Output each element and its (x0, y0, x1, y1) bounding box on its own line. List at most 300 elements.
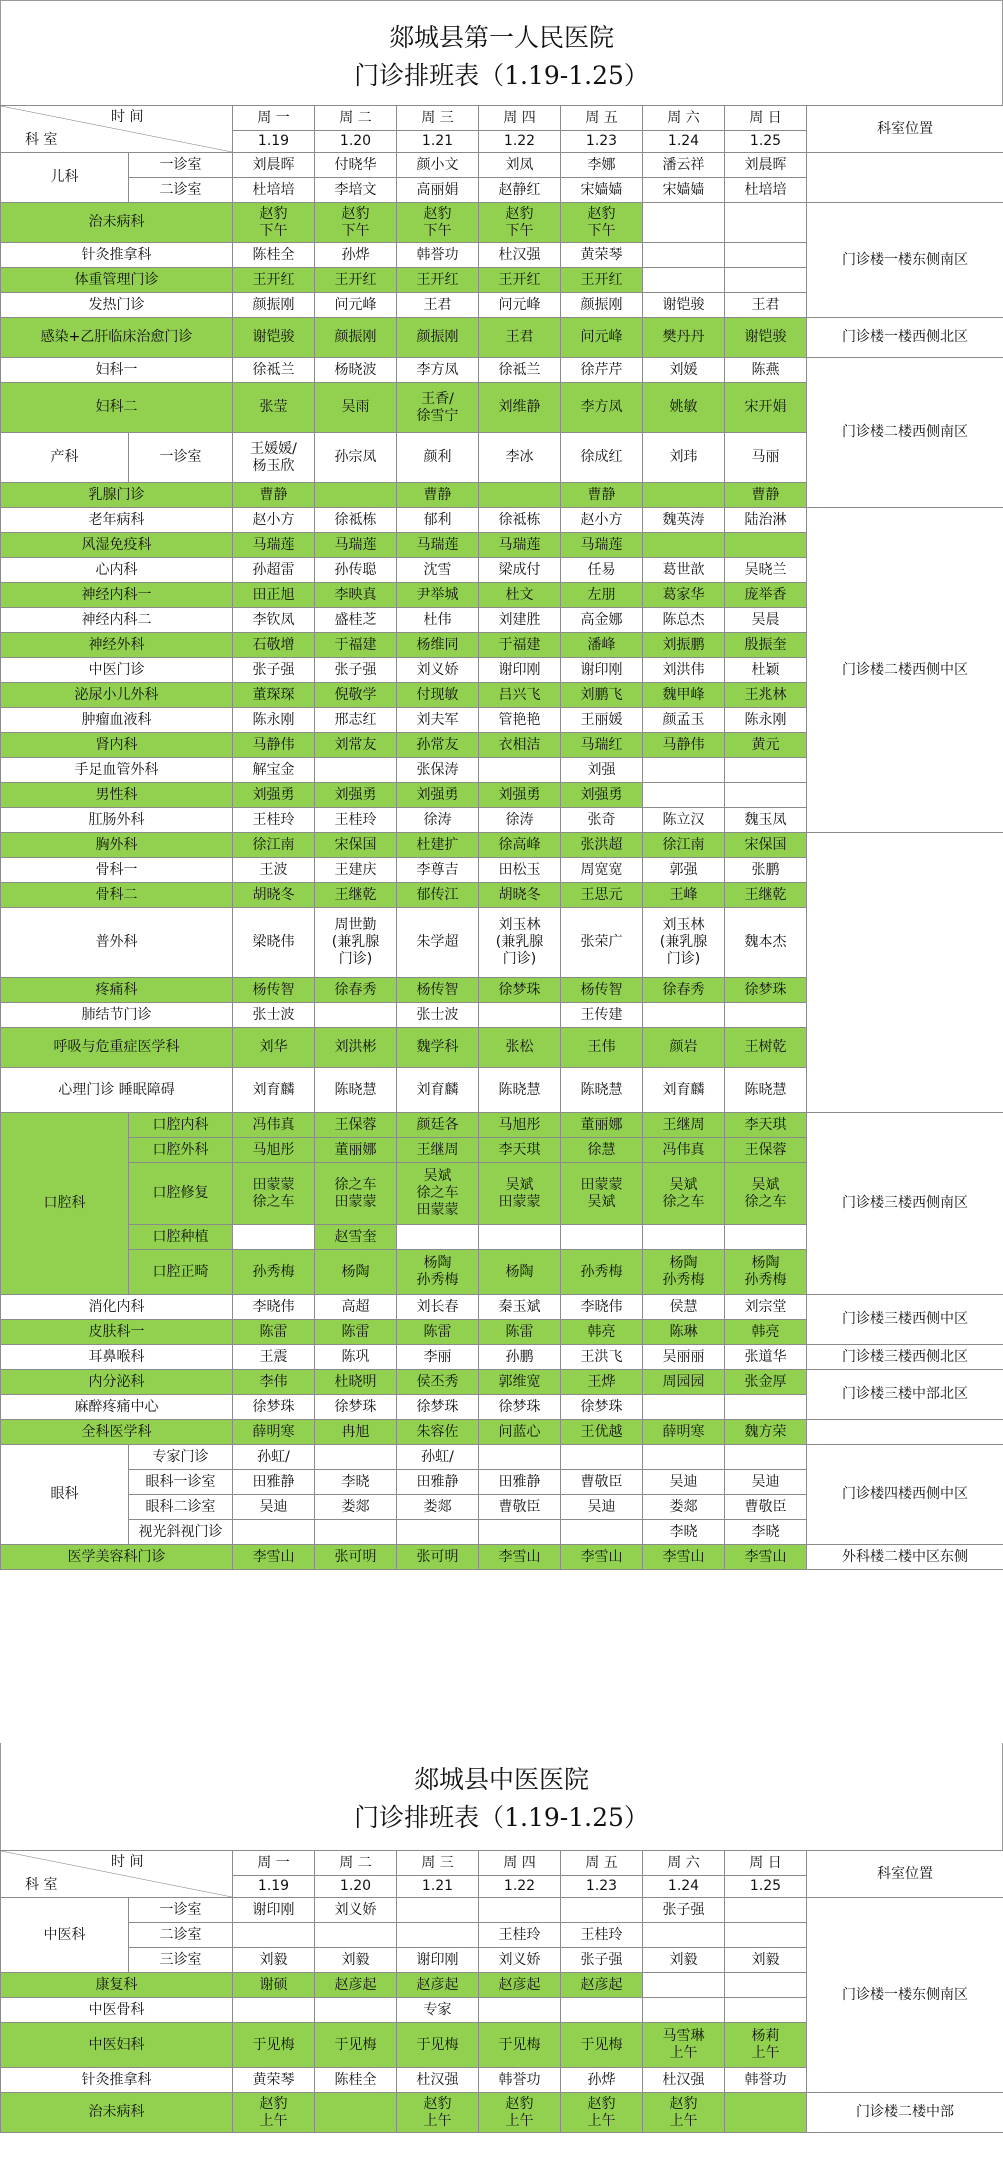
doctor-cell: 宋保国 (725, 833, 807, 858)
doctor-cell: 付晓华 (315, 153, 397, 178)
doctor-cell: 陈桂全 (315, 2068, 397, 2093)
cell-line: 吴斌 (669, 1176, 698, 1193)
cell-line: 赵豹 (505, 2095, 534, 2112)
doctor-cell: 颜孟玉 (643, 708, 725, 733)
doctor-cell: 李伟 (233, 1370, 315, 1395)
dept-name: 妇科一 (1, 358, 233, 383)
dept-name: 针灸推拿科 (1, 243, 233, 268)
doctor-cell: 徐春秀 (643, 978, 725, 1003)
doctor-cell: 杜汉强 (643, 2068, 725, 2093)
doctor-cell (233, 1163, 315, 1225)
doctor-cell: 王开红 (397, 268, 479, 293)
doctor-cell: 衣相洁 (479, 733, 561, 758)
doctor-cell: 于福建 (315, 633, 397, 658)
doctor-cell: 张可明 (397, 1545, 479, 1570)
doctor-cell: 潘峰 (561, 633, 643, 658)
header-date: 1.25 (725, 131, 807, 153)
header-row-days (1, 1851, 1003, 1876)
doctor-cell: 郭维宽 (479, 1370, 561, 1395)
doctor-cell: 李方凤 (561, 383, 643, 433)
doctor-cell (725, 1898, 807, 1923)
doctor-cell: 刘媛 (643, 358, 725, 383)
doctor-cell: 问元峰 (479, 293, 561, 318)
dept-name: 眼科 (1, 1445, 129, 1545)
doctor-cell (479, 1003, 561, 1028)
schedule-row (1, 883, 1003, 908)
doctor-cell: 颜振刚 (315, 318, 397, 358)
doctor-cell (479, 1225, 561, 1250)
doctor-cell (397, 1898, 479, 1923)
cell-line: 田蒙蒙 (580, 1176, 623, 1193)
doctor-cell: 赵静红 (479, 178, 561, 203)
doctor-cell: 王树乾 (725, 1028, 807, 1068)
dept-name: 肾内科 (1, 733, 233, 758)
doctor-cell (315, 2093, 397, 2133)
doctor-cell (725, 1973, 807, 1998)
cell-line: 赵豹 (587, 205, 616, 222)
doctor-cell: 王桂玲 (561, 1923, 643, 1948)
doctor-cell: 张洪超 (561, 833, 643, 858)
doctor-cell: 陈雷 (397, 1320, 479, 1345)
hospital1-title-block (0, 0, 1003, 105)
dept-name: 神经内科一 (1, 583, 233, 608)
dept-name: 中医骨科 (1, 1998, 233, 2023)
header-location: 科室位置 (807, 106, 1003, 153)
doctor-cell (643, 1973, 725, 1998)
doctor-cell (725, 783, 807, 808)
doctor-cell: 谢铠骏 (233, 318, 315, 358)
doctor-cell: 李晓 (725, 1520, 807, 1545)
doctor-cell (397, 1923, 479, 1948)
doctor-cell: 陈燕 (725, 358, 807, 383)
dept-name: 针灸推拿科 (1, 2068, 233, 2093)
sub-clinic: 二诊室 (129, 178, 233, 203)
doctor-cell: 赵彦起 (397, 1973, 479, 1998)
doctor-cell: 于见梅 (479, 2023, 561, 2068)
cell-line: 门诊) (338, 951, 373, 967)
doctor-cell: 周园园 (643, 1370, 725, 1395)
doctor-cell (643, 243, 725, 268)
doctor-cell: 孙宗凤 (315, 433, 397, 483)
location-cell: 门诊楼一楼东侧南区 (807, 1898, 1003, 2093)
schedule-row (1, 1420, 1003, 1445)
doctor-cell (725, 1923, 807, 1948)
header-location: 科室位置 (807, 1851, 1003, 1898)
doctor-cell: 李晓伟 (233, 1295, 315, 1320)
doctor-cell: 李晓伟 (561, 1295, 643, 1320)
doctor-cell: 谢印刚 (479, 658, 561, 683)
sub-clinic: 口腔外科 (129, 1138, 233, 1163)
doctor-cell: 田雅静 (233, 1470, 315, 1495)
doctor-cell: 马静伟 (233, 733, 315, 758)
doctor-cell (479, 203, 561, 243)
doctor-cell: 薛明寒 (643, 1420, 725, 1445)
header-date: 1.20 (315, 1876, 397, 1898)
doctor-cell: 王桂玲 (233, 808, 315, 833)
doctor-cell: 徐梦珠 (315, 1395, 397, 1420)
doctor-cell: 解宝金 (233, 758, 315, 783)
cell-line: 杨莉 (751, 2028, 780, 2044)
doctor-cell (479, 483, 561, 508)
doctor-cell (725, 2023, 807, 2068)
doctor-cell (561, 2093, 643, 2133)
cell-line: 下午 (423, 222, 452, 239)
doctor-cell: 颜廷各 (397, 1113, 479, 1138)
doctor-cell: 王伟 (561, 1028, 643, 1068)
doctor-cell: 王开红 (479, 268, 561, 293)
cell-line: 徐之车 (744, 1193, 787, 1210)
doctor-cell: 朱容佐 (397, 1420, 479, 1445)
doctor-cell: 李方凤 (397, 358, 479, 383)
dept-name: 胸外科 (1, 833, 233, 858)
doctor-cell: 王继周 (643, 1113, 725, 1138)
cell-line: 赵豹 (423, 2095, 452, 2112)
doctor-cell: 王波 (233, 858, 315, 883)
doctor-cell: 李雪山 (725, 1545, 807, 1570)
schedule-row (1, 1898, 1003, 1923)
doctor-cell (561, 1998, 643, 2023)
cell-line: 吴斌 (751, 1176, 780, 1193)
doctor-cell (643, 1225, 725, 1250)
doctor-cell: 徐祗栋 (315, 508, 397, 533)
header-date: 1.19 (233, 131, 315, 153)
doctor-cell: 马静伟 (643, 733, 725, 758)
doctor-cell: 邢志红 (315, 708, 397, 733)
doctor-cell: 吴迪 (561, 1495, 643, 1520)
doctor-cell: 陈雷 (233, 1320, 315, 1345)
doctor-cell (561, 1520, 643, 1545)
doctor-cell: 田松玉 (479, 858, 561, 883)
cell-line: 田蒙蒙 (416, 1202, 459, 1218)
header-day: 周 四 (479, 106, 561, 131)
doctor-cell: 葛家华 (643, 583, 725, 608)
doctor-cell: 王开红 (233, 268, 315, 293)
doctor-cell: 宋嫱嫱 (561, 178, 643, 203)
doctor-cell: 梁晓伟 (233, 908, 315, 978)
doctor-cell: 高超 (315, 1295, 397, 1320)
schedule-row (1, 178, 1003, 203)
schedule-row (1, 978, 1003, 1003)
doctor-cell: 王继乾 (725, 883, 807, 908)
cell-line: 王媛媛/ (250, 440, 297, 457)
doctor-cell: 胡晓冬 (233, 883, 315, 908)
doctor-cell: 吴丽丽 (643, 1345, 725, 1370)
header-date: 1.22 (479, 131, 561, 153)
dept-name: 口腔科 (1, 1113, 129, 1295)
doctor-cell: 尹举城 (397, 583, 479, 608)
doctor-cell: 于见梅 (315, 2023, 397, 2068)
doctor-cell: 张松 (479, 1028, 561, 1068)
doctor-cell: 刘毅 (315, 1948, 397, 1973)
doctor-cell: 陈晓慧 (561, 1068, 643, 1113)
header-corner (1, 1851, 233, 1898)
doctor-cell: 张荣广 (561, 908, 643, 978)
doctor-cell: 张子强 (233, 658, 315, 683)
schedule-row (1, 1113, 1003, 1138)
location-cell: 门诊楼一楼西侧北区 (807, 318, 1003, 358)
doctor-cell: 王开红 (315, 268, 397, 293)
doctor-cell: 石敬增 (233, 633, 315, 658)
header-day: 周 三 (397, 106, 479, 131)
doctor-cell: 赵小方 (561, 508, 643, 533)
doctor-cell: 赵彦起 (561, 1973, 643, 1998)
doctor-cell: 张保涛 (397, 758, 479, 783)
cell-line: 上午 (587, 2112, 616, 2129)
doctor-cell: 魏学科 (397, 1028, 479, 1068)
doctor-cell: 陈晓慧 (315, 1068, 397, 1113)
dept-name: 骨科二 (1, 883, 233, 908)
doctor-cell (725, 1250, 807, 1295)
doctor-cell: 陈晓慧 (725, 1068, 807, 1113)
cell-line: 杨陶 (751, 1255, 780, 1271)
doctor-cell (643, 1998, 725, 2023)
dept-name: 骨科一 (1, 858, 233, 883)
doctor-cell: 王思元 (561, 883, 643, 908)
doctor-cell (315, 483, 397, 508)
doctor-cell: 王优越 (561, 1420, 643, 1445)
doctor-cell: 谢硕 (233, 1973, 315, 1998)
dept-name: 儿科 (1, 153, 129, 203)
cell-line: 赵豹 (341, 205, 370, 222)
location-cell: 门诊楼一楼东侧南区 (807, 203, 1003, 318)
doctor-cell: 徐梦珠 (233, 1395, 315, 1420)
cell-line: 赵豹 (587, 2095, 616, 2112)
cell-line: (兼乳腺 (331, 934, 380, 950)
hospital1-schedule-table (0, 105, 1003, 1570)
cell-line: 下午 (505, 222, 534, 239)
doctor-cell (725, 1225, 807, 1250)
doctor-cell (725, 1395, 807, 1420)
doctor-cell (643, 758, 725, 783)
dept-name: 麻醉疼痛中心 (1, 1395, 233, 1420)
doctor-cell (725, 758, 807, 783)
doctor-cell: 赵小方 (233, 508, 315, 533)
doctor-cell: 任易 (561, 558, 643, 583)
dept-name: 神经外科 (1, 633, 233, 658)
sub-clinic: 视光斜视门诊 (129, 1520, 233, 1545)
doctor-cell: 王桂玲 (315, 808, 397, 833)
dept-name: 心理门诊 睡眠障碍 (1, 1068, 233, 1113)
schedule-row (1, 1370, 1003, 1395)
doctor-cell: 李映真 (315, 583, 397, 608)
doctor-cell: 王建庆 (315, 858, 397, 883)
doctor-cell: 李晓 (315, 1470, 397, 1495)
doctor-cell: 陆治淋 (725, 508, 807, 533)
cell-line: 周世勤 (334, 917, 377, 933)
doctor-cell: 赵彦起 (315, 1973, 397, 1998)
doctor-cell: 王君 (725, 293, 807, 318)
doctor-cell (561, 203, 643, 243)
cell-line: 上午 (669, 2112, 698, 2129)
doctor-cell: 谢印刚 (233, 1898, 315, 1923)
schedule-row (1, 1068, 1003, 1113)
cell-line: 徐之车 (662, 1193, 705, 1210)
schedule-row (1, 1545, 1003, 1570)
doctor-cell: 刘夫军 (397, 708, 479, 733)
doctor-cell: 王保蓉 (315, 1113, 397, 1138)
location-cell: 门诊楼三楼西侧中区 (807, 1295, 1003, 1345)
doctor-cell: 颜岩 (643, 1028, 725, 1068)
doctor-cell: 张道华 (725, 1345, 807, 1370)
header-date: 1.21 (397, 131, 479, 153)
doctor-cell: 谢铠骏 (643, 293, 725, 318)
hospital2-subtitle: 门诊排班表（1.19-1.25） (354, 1803, 649, 1832)
doctor-cell: 魏玉凤 (725, 808, 807, 833)
doctor-cell: 问元峰 (561, 318, 643, 358)
doctor-cell: 马丽 (725, 433, 807, 483)
doctor-cell (725, 2093, 807, 2133)
doctor-cell: 田雅静 (479, 1470, 561, 1495)
doctor-cell: 孙传聪 (315, 558, 397, 583)
header-date: 1.23 (561, 1876, 643, 1898)
doctor-cell: 陈立汉 (643, 808, 725, 833)
doctor-cell: 黄荣琴 (233, 2068, 315, 2093)
doctor-cell: 徐祗兰 (233, 358, 315, 383)
doctor-cell (643, 1445, 725, 1470)
doctor-cell: 王桂玲 (479, 1923, 561, 1948)
dept-name: 治未病科 (1, 203, 233, 243)
doctor-cell: 黄荣琴 (561, 243, 643, 268)
schedule-row (1, 153, 1003, 178)
sub-clinic: 一诊室 (129, 153, 233, 178)
doctor-cell (315, 1998, 397, 2023)
doctor-cell: 徐慧 (561, 1138, 643, 1163)
hospital2-title-block (0, 1743, 1003, 1850)
location-cell: 门诊楼三楼西侧北区 (807, 1345, 1003, 1370)
doctor-cell: 王开红 (561, 268, 643, 293)
doctor-cell: 刘强勇 (397, 783, 479, 808)
cell-line: 田蒙蒙 (252, 1176, 295, 1193)
doctor-cell: 杨晓波 (315, 358, 397, 383)
header-day: 周 一 (233, 1851, 315, 1876)
doctor-cell: 孙超雷 (233, 558, 315, 583)
doctor-cell (315, 1163, 397, 1225)
dept-name: 皮肤科一 (1, 1320, 233, 1345)
doctor-cell: 韩亮 (561, 1320, 643, 1345)
doctor-cell: 赵彦起 (479, 1973, 561, 1998)
doctor-cell: 侯丕秀 (397, 1370, 479, 1395)
location-cell: 门诊楼四楼西侧中区 (807, 1445, 1003, 1545)
doctor-cell: 杜汉强 (397, 2068, 479, 2093)
doctor-cell: 王君 (479, 318, 561, 358)
doctor-cell: 吴晓兰 (725, 558, 807, 583)
doctor-cell: 左朋 (561, 583, 643, 608)
doctor-cell: 王继周 (397, 1138, 479, 1163)
doctor-cell: 潘云祥 (643, 153, 725, 178)
doctor-cell: 韩誉功 (725, 2068, 807, 2093)
doctor-cell (315, 203, 397, 243)
sub-clinic: 二诊室 (129, 1923, 233, 1948)
doctor-cell (479, 1520, 561, 1545)
doctor-cell: 董琛琛 (233, 683, 315, 708)
doctor-cell: 秦玉斌 (479, 1295, 561, 1320)
doctor-cell: 冯伟真 (233, 1113, 315, 1138)
doctor-cell: 杜汉强 (479, 243, 561, 268)
doctor-cell: 娄郯 (315, 1495, 397, 1520)
doctor-cell (479, 758, 561, 783)
schedule-row (1, 358, 1003, 383)
doctor-cell: 孙虹/ (397, 1445, 479, 1470)
doctor-cell: 李雪山 (233, 1545, 315, 1570)
doctor-cell: 杜伟 (397, 608, 479, 633)
cell-line: 刘玉林 (498, 917, 541, 933)
doctor-cell: 王震 (233, 1345, 315, 1370)
doctor-cell: 徐梦珠 (479, 1395, 561, 1420)
doctor-cell: 庞举香 (725, 583, 807, 608)
doctor-cell (561, 1898, 643, 1923)
doctor-cell: 高丽娟 (397, 178, 479, 203)
doctor-cell: 陈琳 (643, 1320, 725, 1345)
dept-name: 中医门诊 (1, 658, 233, 683)
schedule-row (1, 833, 1003, 858)
doctor-cell: 李雪山 (643, 1545, 725, 1570)
location-cell: 门诊楼三楼西侧南区 (807, 1113, 1003, 1295)
doctor-cell: 问元峰 (315, 293, 397, 318)
doctor-cell: 颜振刚 (233, 293, 315, 318)
doctor-cell: 黄元 (725, 733, 807, 758)
doctor-cell: 杜文 (479, 583, 561, 608)
doctor-cell: 徐高峰 (479, 833, 561, 858)
doctor-cell (643, 533, 725, 558)
header-dept-label: 科 室 (25, 1877, 58, 1893)
doctor-cell: 徐芹芹 (561, 358, 643, 383)
doctor-cell: 谢印刚 (397, 1948, 479, 1973)
header-date: 1.21 (397, 1876, 479, 1898)
cell-line: 下午 (587, 222, 616, 239)
cell-line: 赵豹 (423, 205, 452, 222)
doctor-cell (643, 268, 725, 293)
doctor-cell: 陈雷 (315, 1320, 397, 1345)
doctor-cell: 宋保国 (315, 833, 397, 858)
doctor-cell (315, 758, 397, 783)
doctor-cell (643, 203, 725, 243)
sub-clinic: 一诊室 (129, 433, 233, 483)
doctor-cell: 吴迪 (233, 1495, 315, 1520)
doctor-cell (397, 1225, 479, 1250)
doctor-cell: 宋嫱嫱 (643, 178, 725, 203)
dept-name: 体重管理门诊 (1, 268, 233, 293)
doctor-cell: 陈永刚 (725, 708, 807, 733)
doctor-cell (315, 1003, 397, 1028)
schedule-row (1, 908, 1003, 978)
doctor-cell: 杜颖 (725, 658, 807, 683)
cell-line: 吴斌 (505, 1176, 534, 1193)
doctor-cell: 王保蓉 (725, 1138, 807, 1163)
doctor-cell: 刘晨晖 (725, 153, 807, 178)
doctor-cell (725, 533, 807, 558)
doctor-cell (725, 243, 807, 268)
sub-clinic: 口腔内科 (129, 1113, 233, 1138)
doctor-cell (725, 203, 807, 243)
doctor-cell (233, 1520, 315, 1545)
schedule-row (1, 1345, 1003, 1370)
doctor-cell: 徐春秀 (315, 978, 397, 1003)
doctor-cell: 吴迪 (725, 1470, 807, 1495)
schedule-row (1, 318, 1003, 358)
doctor-cell: 徐成红 (561, 433, 643, 483)
doctor-cell: 董丽娜 (315, 1138, 397, 1163)
doctor-cell: 李培文 (315, 178, 397, 203)
doctor-cell: 董丽娜 (561, 1113, 643, 1138)
doctor-cell: 刘凤 (479, 153, 561, 178)
doctor-cell (397, 1250, 479, 1295)
doctor-cell: 高金娜 (561, 608, 643, 633)
doctor-cell: 刘毅 (233, 1948, 315, 1973)
doctor-cell: 盛桂芝 (315, 608, 397, 633)
header-row-days (1, 106, 1003, 131)
dept-name: 男性科 (1, 783, 233, 808)
header-time-label: 时 间 (111, 1854, 144, 1870)
